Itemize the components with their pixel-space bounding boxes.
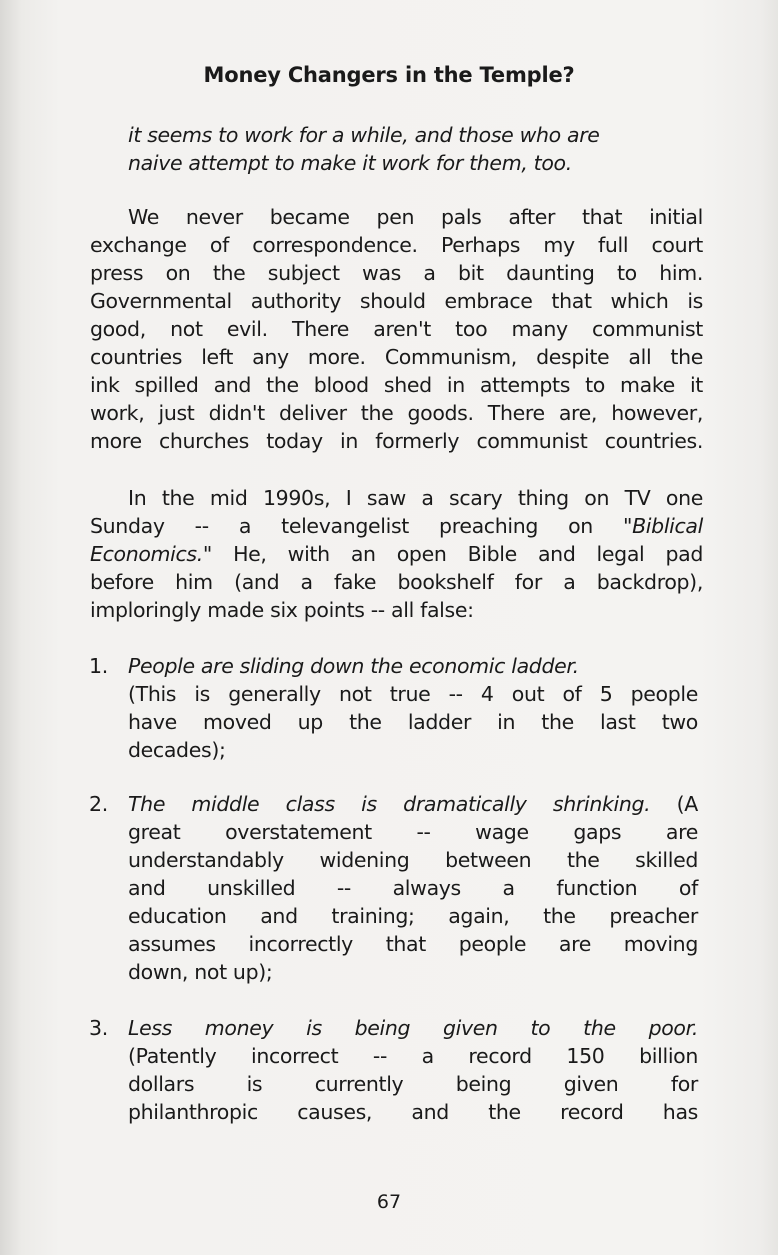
list-item bbox=[89, 1014, 698, 1126]
text-line: We never became pen pals after that initial bbox=[128, 205, 703, 229]
text-line bbox=[128, 790, 698, 818]
list-number: 2. bbox=[89, 792, 108, 816]
text-line: have moved up the ladder in the last two bbox=[128, 710, 698, 734]
text-line: down, not up); bbox=[128, 960, 273, 984]
text-line: assumes incorrectly that people are moving bbox=[128, 932, 698, 956]
text-line bbox=[90, 512, 703, 540]
text-segment: (A bbox=[676, 792, 698, 816]
list-item-italic-lead: Less money is being given to the poor. bbox=[128, 1016, 698, 1040]
text-line: In the mid 1990s, I saw a scary thing on TV one bbox=[128, 486, 703, 510]
text-line: it seems to work for a while, and those who are bbox=[128, 123, 600, 147]
text-line: (This is generally not true -- 4 out of 5 people bbox=[128, 682, 698, 706]
text-line bbox=[90, 540, 703, 568]
paragraph-2 bbox=[90, 484, 703, 624]
list-item-italic-lead: People are sliding down the economic ladder. bbox=[128, 654, 579, 678]
text-line: more churches today in formerly communist countries. bbox=[90, 429, 703, 453]
paragraph-1 bbox=[90, 203, 703, 455]
text-line: (Patently incorrect -- a record 150 billion bbox=[128, 1044, 698, 1068]
text-segment: He, with an open Bible and legal pad bbox=[233, 542, 703, 566]
list-number: 1. bbox=[89, 654, 108, 678]
text-line: understandably widening between the skilled bbox=[128, 848, 698, 872]
text-line: Governmental authority should embrace that which is bbox=[90, 289, 703, 313]
text-line: dollars is currently being given for bbox=[128, 1072, 698, 1096]
text-line: imploringly made six points -- all false: bbox=[90, 598, 474, 622]
text-line: philanthropic causes, and the record has bbox=[128, 1100, 698, 1124]
text-line: countries left any more. Communism, despite all the bbox=[90, 345, 703, 369]
text-segment-italic: Economics." bbox=[90, 542, 213, 566]
text-line: before him (and a fake bookshelf for a backdrop), bbox=[90, 570, 703, 594]
text-line: and unskilled -- always a function of bbox=[128, 876, 698, 900]
list-item-italic-lead: The middle class is dramatically shrinking. bbox=[128, 792, 651, 816]
text-line: great overstatement -- wage gaps are bbox=[128, 820, 698, 844]
running-header: Money Changers in the Temple? bbox=[203, 63, 575, 87]
text-segment-italic: "Biblical bbox=[623, 514, 703, 538]
text-line: good, not evil. There aren't too many communist bbox=[90, 317, 703, 341]
text-segment: Sunday -- a televangelist preaching on bbox=[90, 514, 593, 538]
text-line: decades); bbox=[128, 738, 226, 762]
text-line: education and training; again, the preacher bbox=[128, 904, 698, 928]
list-number: 3. bbox=[89, 1016, 108, 1040]
page-number: 67 bbox=[376, 1191, 402, 1213]
list-item bbox=[89, 790, 698, 986]
text-line: ink spilled and the blood shed in attempts to make it bbox=[90, 373, 703, 397]
opening-italic-text bbox=[128, 121, 703, 177]
text-line: exchange of correspondence. Perhaps my full court bbox=[90, 233, 703, 257]
text-line: press on the subject was a bit daunting to him. bbox=[90, 261, 703, 285]
text-line: work, just didn't deliver the goods. There are, however, bbox=[90, 401, 703, 425]
list-item bbox=[89, 652, 698, 764]
text-line: naive attempt to make it work for them, too. bbox=[128, 151, 572, 175]
